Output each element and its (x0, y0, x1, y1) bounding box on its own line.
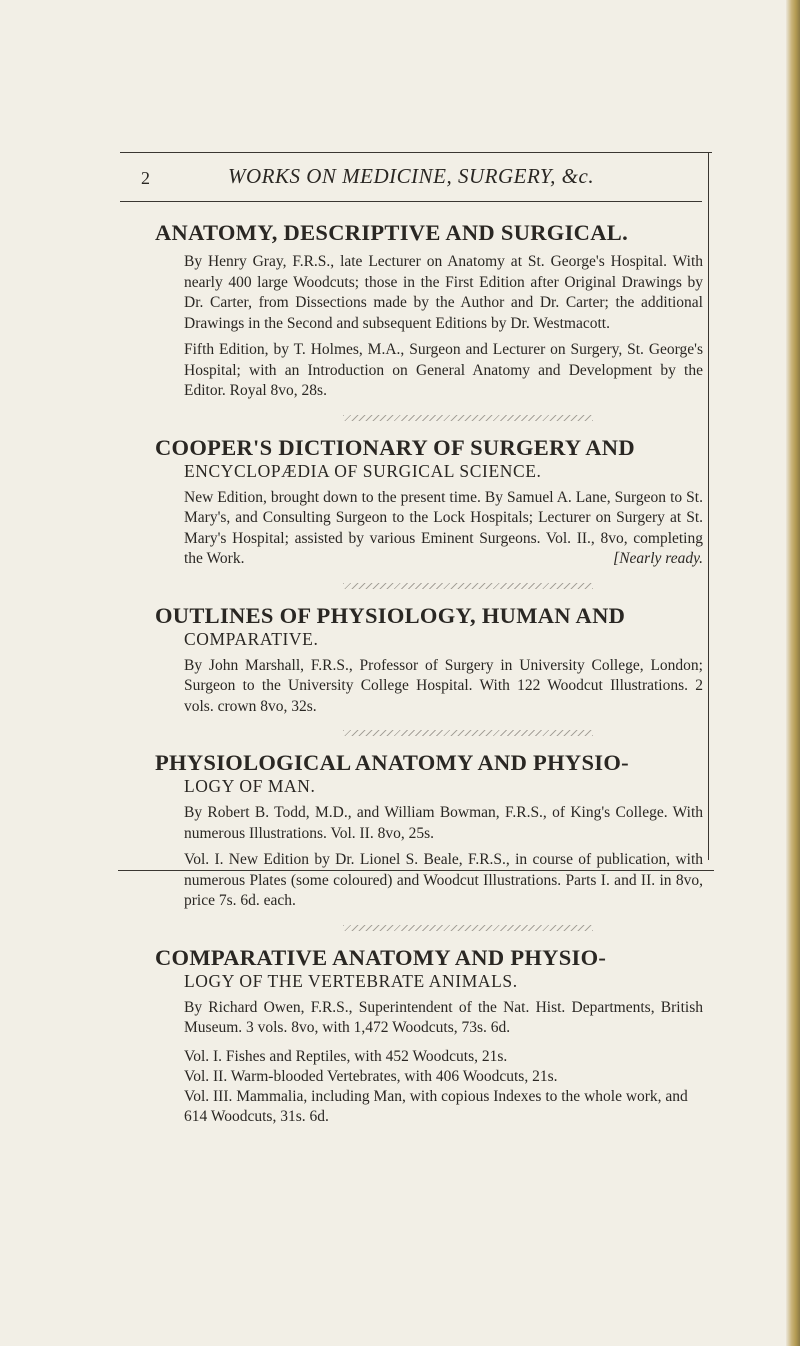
ornamental-separator (343, 925, 593, 931)
page-edge (786, 0, 800, 1346)
entry-anatomy (155, 220, 703, 402)
entry-title: COMPARATIVE ANATOMY AND PHYSIO- (155, 944, 607, 970)
entry-title: PHYSIOLOGICAL ANATOMY AND PHYSIO- (155, 750, 629, 775)
entry-physiological-anatomy (155, 750, 703, 912)
entry-title: OUTLINES OF PHYSIOLOGY, HUMAN AND (155, 602, 626, 628)
volume-line: Vol. III. Mammalia, including Man, with copious Indexes to the whole work, and 614 Woodcuts, 31s. 6d. (184, 1087, 688, 1125)
entry-description: Fifth Edition, by T. Holmes, M.A., Surgeon and Lecturer on Surgery, St. George's Hospital; with an Introduction on General Anatomy and Development by the Editor. Royal 8vo, 28s. (184, 341, 703, 399)
entry-description: Vol. I. New Edition by Dr. Lionel S. Beale, F.R.S., in course of publication, with numerous Plates (some coloured) and Woodcut Illustrations. Parts I. and II. in 8vo, price 7s. 6d. each. (184, 851, 703, 909)
volume-line: Vol. II. Warm-blooded Vertebrates, with 406 Woodcuts, 21s. (184, 1067, 558, 1085)
running-head: WORKS ON MEDICINE, SURGERY, &c. (228, 164, 595, 188)
entry-comparative-anatomy (155, 945, 703, 1127)
header-rule (120, 201, 702, 202)
entry-description: By Robert B. Todd, M.D., and William Bowman, F.R.S., of King's College. With numerous Illustrations. Vol. II. 8vo, 25s. (184, 804, 703, 842)
entry-description: By Henry Gray, F.R.S., late Lecturer on Anatomy at St. George's Hospital. With nearly 400 large Woodcuts; those in the First Edition after Original Drawings by Dr. Carter, from Dissections made by the Author and Dr. Carter; the additional Drawings in the Second and subsequent Editions by Dr. Westmacott. (184, 253, 703, 332)
entry-title: ANATOMY, DESCRIPTIVE AND SURGICAL. (155, 220, 628, 245)
entry-description: New Edition, brought down to the present time. By Samuel A. Lane, Surgeon to St. Mary's, and Consulting Surgeon to the Lock Hospitals; Lecturer on Surgery at St. Mary's Hospital; assisted by various Eminent Surgeons. Vol. II., 8vo, completing the Work. [Nearly ready. (184, 488, 703, 570)
availability-note: [Nearly ready. (613, 550, 703, 567)
entry-outlines-physiology (155, 603, 703, 718)
entry-description: By John Marshall, F.R.S., Professor of Surgery in University College, London; Surgeon to the University College Hospital. With 122 Woodcut Illustrations. 2 vols. crown 8vo, 32s. (184, 656, 703, 715)
ornamental-separator (343, 730, 593, 736)
catalogue-content (155, 220, 703, 1127)
frame-top-rule (120, 152, 712, 153)
ornamental-separator (343, 583, 593, 589)
volume-line: Vol. I. Fishes and Reptiles, with 452 Woodcuts, 21s. (184, 1047, 508, 1065)
page-number: 2 (141, 168, 150, 188)
ornamental-separator (343, 415, 593, 421)
entry-coopers-dictionary (155, 435, 703, 570)
entry-title: COOPER'S DICTIONARY OF SURGERY AND (155, 434, 635, 460)
entry-description: By Richard Owen, F.R.S., Superintendent of the Nat. Hist. Departments, British Museum. 3 vols. 8vo, with 1,472 Woodcuts, 73s. 6d. (184, 998, 703, 1036)
entry-subtitle: LOGY OF THE VERTEBRATE ANIMALS. (184, 970, 518, 991)
entry-subtitle: COMPARATIVE. (184, 628, 319, 649)
frame-right-rule (708, 152, 709, 860)
entry-subtitle: LOGY OF MAN. (184, 776, 316, 796)
entry-subtitle: ENCYCLOPÆDIA OF SURGICAL SCIENCE. (184, 460, 542, 481)
